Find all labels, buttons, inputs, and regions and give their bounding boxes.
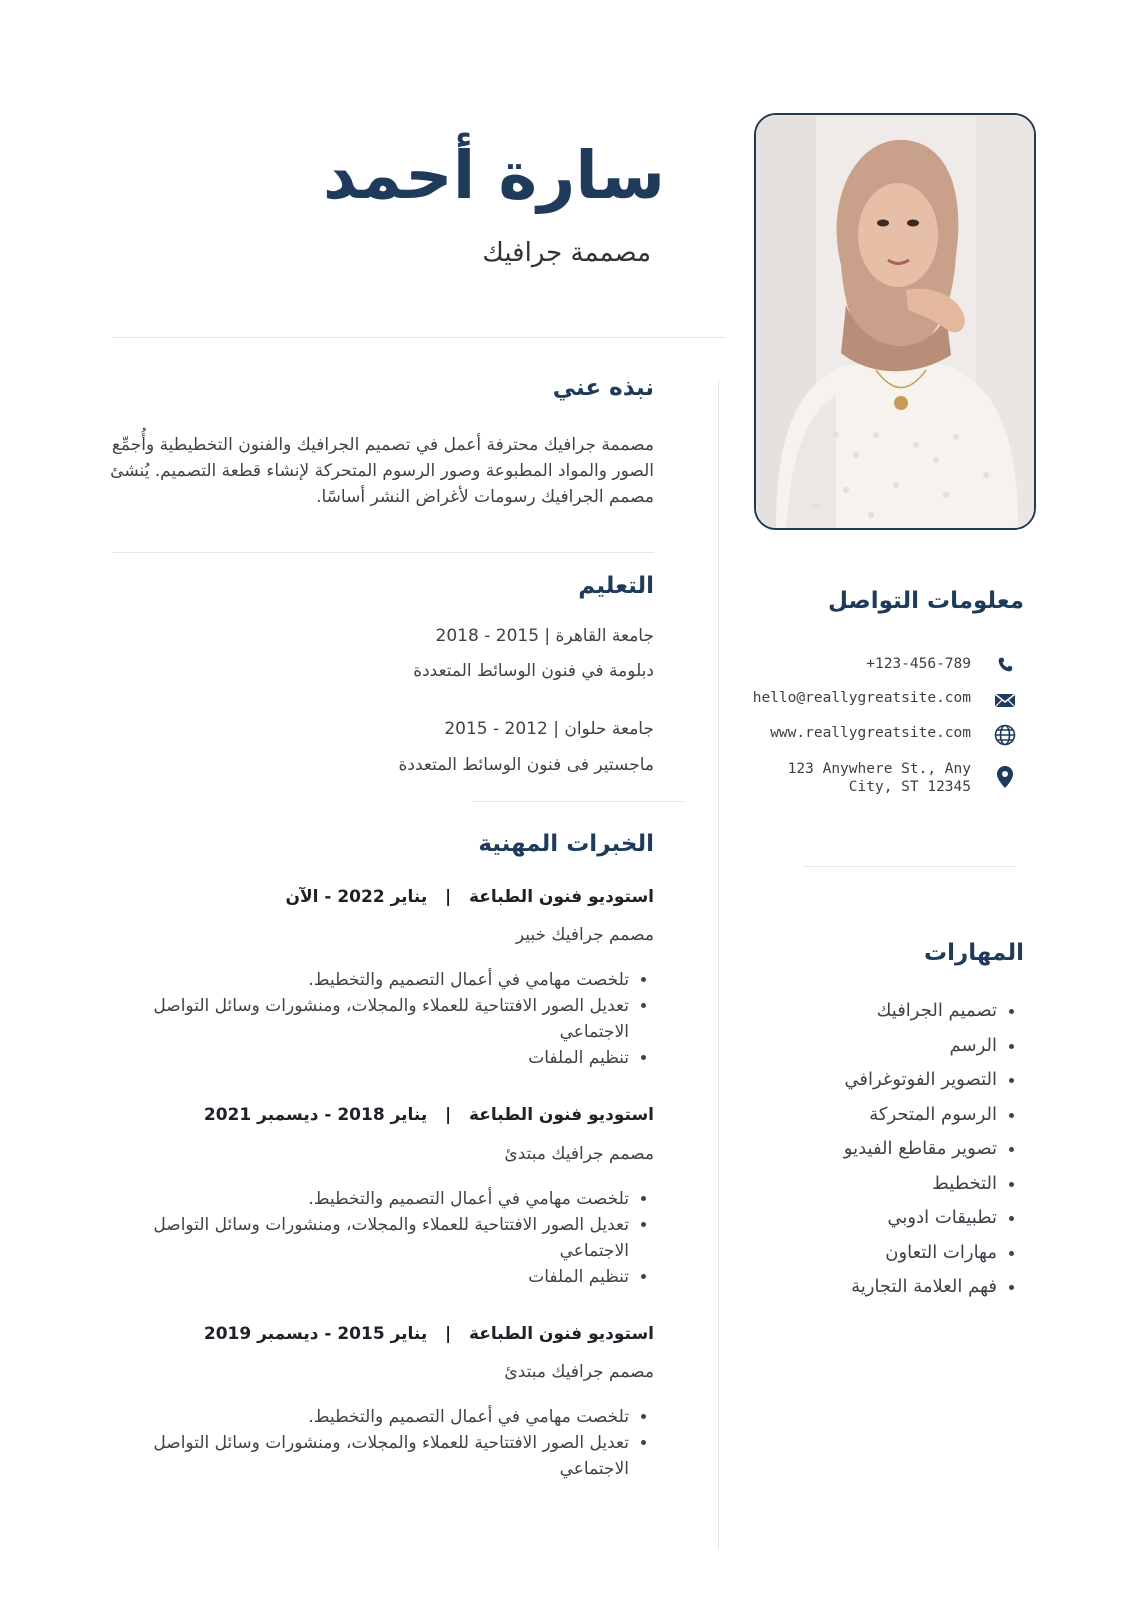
experience-2-bullets	[89, 1186, 654, 1290]
list-item: • فهم العلامة التجارية	[717, 1270, 997, 1305]
portrait-illustration	[756, 115, 1034, 528]
envelope-icon	[993, 688, 1017, 712]
experience-2-period: يناير 2018 - ديسمبر 2021	[203, 1105, 428, 1125]
experience-1-period: يناير 2022 - الآن	[285, 887, 428, 907]
experience-3-role: مصمم جرافيك مبتدئ	[504, 1362, 654, 1382]
skills-list	[717, 994, 1024, 1305]
list-item: • تعديل الصور الافتتاحية للعملاء والمجلات، ومنشورات وسائل التواصل الاجتماعي	[89, 993, 629, 1045]
experience-2-header	[204, 1105, 654, 1125]
education-divider	[472, 801, 684, 802]
education-institution-2: جامعة حلوان | 2012 - 2015	[444, 719, 654, 739]
experience-1-company: استوديو فنون الطباعة	[469, 887, 654, 907]
experience-3-bullets	[89, 1404, 654, 1482]
experience-1-role: مصمم جرافيك خبير	[515, 925, 654, 945]
profile-photo	[754, 113, 1036, 530]
list-item: • الرسوم المتحركة	[717, 1098, 997, 1133]
contact-address-line1: 123 Anywhere St., Any	[787, 761, 971, 777]
experience-2-company: استوديو فنون الطباعة	[469, 1105, 654, 1125]
experience-title: الخبرات المهنية	[478, 831, 654, 857]
phone-icon	[993, 653, 1017, 677]
list-item: • تعديل الصور الافتتاحية للعملاء والمجلات، ومنشورات وسائل التواصل الاجتماعي	[89, 1430, 629, 1482]
experience-separator: |	[433, 887, 464, 907]
list-item: • تصميم الجرافيك	[717, 994, 997, 1029]
column-divider	[718, 380, 719, 1550]
list-item: • تصوير مقاطع الفيديو	[717, 1132, 997, 1167]
list-item: • تلخصت مهامي في أعمال التصميم والتخطيط.	[89, 967, 629, 993]
list-item: • التصوير الفوتوغرافي	[717, 1063, 997, 1098]
list-item: • مهارات التعاون	[717, 1236, 997, 1271]
contact-divider	[804, 866, 1016, 867]
experience-1-bullets	[89, 967, 654, 1071]
experience-1-header	[285, 887, 654, 907]
skills-title: المهارات	[924, 940, 1024, 966]
contact-address	[788, 760, 971, 796]
list-item: • التخطيط	[717, 1167, 997, 1202]
header-divider	[112, 337, 726, 338]
experience-2-role: مصمم جرافيك مبتدئ	[504, 1144, 654, 1164]
contact-phone[interactable]: +123-456-789	[866, 656, 971, 672]
about-text: مصممة جرافيك محترفة أعمل في تصميم الجرافيك والفنون التخطيطية وأُجمِّع الصور والمواد المطبوعة وصور الرسوم المتحركة لإنشاء قطعة التصميم. يُنشئ مصمم الجرافيك رسومات لأغراض النشر أساسًا.	[110, 435, 654, 507]
list-item: • تنظيم الملفات	[89, 1264, 629, 1290]
about-divider	[112, 552, 654, 553]
contact-title: معلومات التواصل	[828, 588, 1024, 614]
contact-website[interactable]: www.reallygreatsite.com	[770, 725, 971, 741]
candidate-name: سارة أحمد	[322, 137, 665, 214]
job-title: مصممة جرافيك	[482, 238, 651, 268]
education-institution-1: جامعة القاهرة | 2015 - 2018	[435, 626, 654, 646]
list-item: • تطبيقات ادوبي	[717, 1201, 997, 1236]
list-item: • تلخصت مهامي في أعمال التصميم والتخطيط.	[89, 1404, 629, 1430]
experience-3-company: استوديو فنون الطباعة	[469, 1324, 654, 1344]
globe-icon	[993, 723, 1017, 747]
list-item: • تنظيم الملفات	[89, 1045, 629, 1071]
education-degree-2: ماجستير فى فنون الوسائط المتعددة	[398, 755, 654, 775]
experience-separator: |	[433, 1105, 464, 1125]
list-item: • الرسم	[717, 1029, 997, 1064]
education-title: التعليم	[578, 573, 654, 599]
contact-address-line2: City, ST 12345	[848, 779, 971, 795]
location-pin-icon	[993, 764, 1017, 788]
experience-3-period: يناير 2015 - ديسمبر 2019	[203, 1324, 428, 1344]
experience-3-header	[204, 1324, 654, 1344]
list-item: • تعديل الصور الافتتاحية للعملاء والمجلات، ومنشورات وسائل التواصل الاجتماعي	[89, 1212, 629, 1264]
list-item: • تلخصت مهامي في أعمال التصميم والتخطيط.	[89, 1186, 629, 1212]
experience-separator: |	[433, 1324, 464, 1344]
contact-email[interactable]: hello@reallygreatsite.com	[752, 690, 971, 706]
education-degree-1: دبلومة في فنون الوسائط المتعددة	[413, 661, 654, 681]
about-title: نبذه عني	[552, 375, 654, 401]
